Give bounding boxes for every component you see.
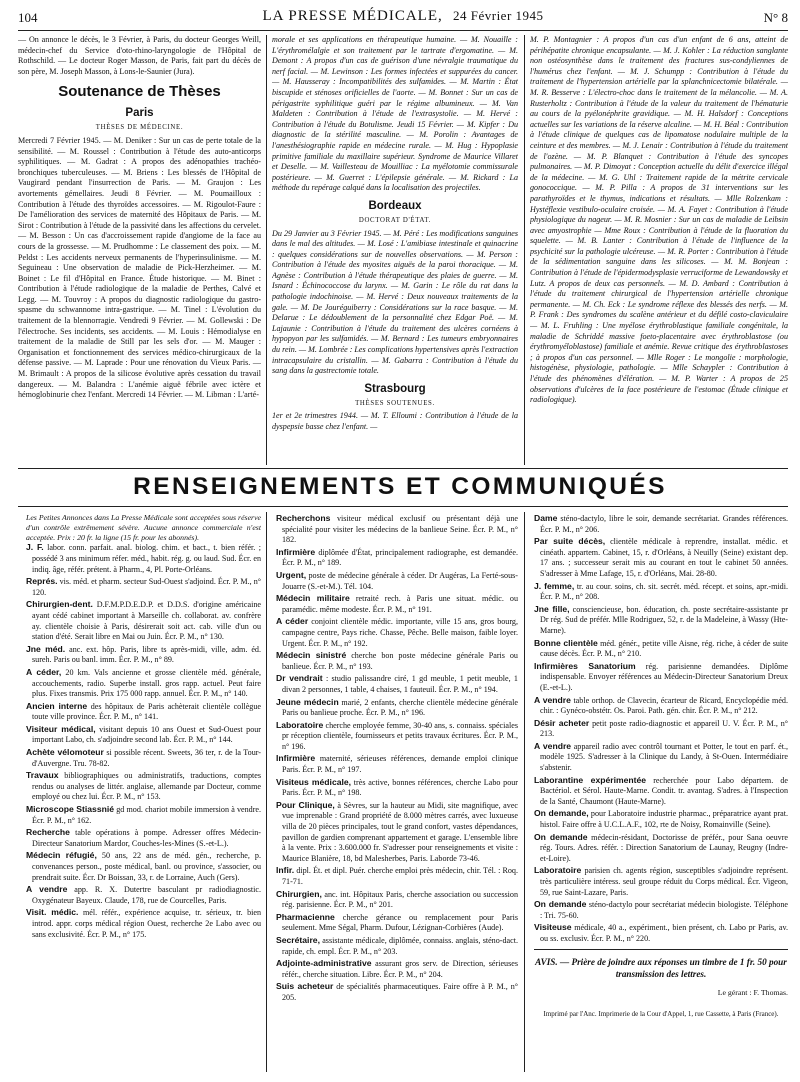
classified-ad-keyword: J. F.: [26, 542, 44, 553]
classified-ad: [534, 741, 788, 774]
classified-ad-text: : studio palissandre ciré, 1 gd meuble, 1 petit meuble, 1 divan 2 personnes, 1 table, 4 chaises, 1 fauteuil. Écr. P. M., n° 194.: [282, 674, 518, 694]
classified-ad-keyword: Urgent,: [276, 569, 307, 580]
classified-ad-text: visiteur médical exclusif ou présentant déjà une spécialité pour visiter les médecins de la banlieue Seine. Écr. P. M., n° 182.: [282, 514, 518, 545]
classified-ad-text: maternité, sérieuses références, demande emploi clinique Paris. Écr. P. M., n° 197.: [282, 754, 518, 775]
classified-ad-keyword: Achète vélomoteur: [26, 747, 104, 758]
classified-ad: [276, 570, 518, 592]
classified-ad-text: cherche bon poste médecine générale Paris ou banlieue. Écr. P. M., n° 193.: [282, 651, 518, 671]
classified-ad-keyword: Désir acheter: [534, 717, 590, 728]
classified-ad: [26, 599, 261, 642]
section-rule: [18, 468, 788, 469]
classified-ad: [276, 889, 518, 911]
printer-line: Imprimé par l'Anc. Imprimerie de la Cour d'Appel, 1, rue Cassette, à Paris (France).: [543, 1010, 779, 1019]
classified-ad: [534, 775, 788, 808]
classified-ad-text: tr. au cour. soins, ch. sit. secrét. méd. récept. et soins, apr.-midi. Écr. P. M., n° 208.: [540, 581, 788, 602]
classified-ad: [276, 673, 518, 695]
classified-ad-keyword: On demande: [534, 899, 587, 910]
ads-list-1: [26, 542, 261, 940]
classified-ad-text: de spécialités pharmaceutiques. Faire offre à P. M., n° 205.: [282, 982, 518, 1002]
classified-ad-keyword: Visiteur médical,: [26, 723, 96, 734]
classified-ad-keyword: Infir.: [276, 865, 295, 876]
classified-ad: [534, 536, 788, 579]
classified-ad-keyword: A céder,: [26, 666, 62, 677]
journal-name: LA PRESSE MÉDICALE,: [262, 8, 443, 24]
classified-ad: [534, 581, 788, 603]
classified-ad-text: assurant gros serv. de Direction, sérieuses référ., cherche situation. Libre. Écr. P. M., n° 204.: [282, 959, 518, 979]
strasbourg-theses-list: 1er et 2e trimestres 1944. — M. T. Elloumi : Contribution à l'étude de la dyspepsie basse chez l'enfant. —: [272, 411, 518, 431]
classified-ad-text: clientèle médicale à reprendre, installat. médic. et cinéath. appartem. Cabinet, 15, r. d'Orléans, à Neuilly (Seine) existant dep. 17 ans. ; successeur serait mis au courant en tout le cabinet 50 années. S'adresser à Mme Lafage, 15, r. d'Orléans, Mai. 28-80.: [540, 537, 788, 578]
classified-ad-text: D.F.M.P.D.E.D.P. et D.D.S. d'origine américaine ayant cédé cabinet important à Marseille ch. collaborat. av. confrère ay. clientèle choisie à Paris, désirerait soit act. cab. ville d'un ou station d'été. Serait libre en Mai ou Juin. Écr. P. M., n° 130.: [32, 600, 261, 642]
classified-ad-keyword: A vendre: [534, 694, 571, 705]
classified-ad-text: gd mod. chariot mobile immersion à vendre. Écr. P. M., n° 162.: [32, 805, 261, 825]
classified-ad-text: des hôpitaux de Paris achèterait clientèle collègue toute ville province. Écr. P. M., n° 141.: [32, 701, 261, 722]
classified-ad: [26, 747, 261, 769]
classified-ad-text: diplômée d'État, principalement radiographe, est demandée. Écr. P. M., n° 189.: [282, 547, 518, 568]
classified-ad-keyword: Bonne clientèle: [534, 637, 598, 648]
classified-ad-text: appareil radio avec contrôl tournant et Potter, le tout en parf. ét., modèle 1925. S'adresser à la Clinique du Landy, à St-Ouen. Intermédiaire s'abstenir.: [540, 741, 788, 773]
classified-ad-text: table orthop. de Clavecin, écarteur de Ricard, Encyclopédie méd. chir. : Gynéco-obstétr. Os. Paroi. Path. gén. chir. Écr. P. M., n° 212.: [540, 695, 788, 716]
classified-ad-keyword: Recherche: [26, 827, 70, 838]
classified-ad: [26, 884, 261, 906]
classified-ad-text: assistante médicale, diplômée, connaiss. anglais, sténo-dact. rapide, ch. empl. Écr. P. M., n° 203.: [282, 935, 518, 956]
classified-ad-keyword: Recherchons: [276, 513, 331, 523]
paris-theses-list: Mercredi 7 Février 1945. — M. Deniker : Sur un cas de perte totale de la sensibilité. — M. Roussel : Contribution à l'étude des auto-anticorps syphilitiques. — M. Gadrat : A propos des adénopathies trachéo-bronchiques tuberculeuses. — M. Briens : Les blessés de l'Hôpital de Vaugirard pendant l'insurrection de Paris. — M. Graujon : Les avortements gémellaires. Jeudi 8 Février. — M. Poumailloux : Contribution à l'étude des thyroïdes accessoires. — M. Rigoulot-Faure : De l'amélioration des services de maternité des Hôpitaux de Paris. — M. Sirot : Contribution à l'étude de la passivité dans les affections du cervelet. — M. Besson : Un cas d'accroissement rapide d'angiome de la face au cours de la grossesse. — M. Prudhomme : Le classement des poix. — M. Peldst : Les accidents nerveux permanents de l'hyperinsulinisme. — M. Seguineau : Une observation de maladie de Pick-Herzheimer. — M. Boinet : Le fil d'Hôpital en France. Étude historique. — M. Binet : Contribution à l'étude radiologique de la maladie de Perthes, Calvé et Legg. — M. Touvroy : A propos du diagnostic radiologique du gastro-spasme du schwannome intra-gastrique. — M. Tinel : L'évolution du traitement de la blennorragie. Vendredi 9 Février. — M. Gollewski : De l'électroche. Ses incidents, ses accidents. — M. Louis : Hémodialyse en traitement de la maladie de Still par les sels d'or. — M. Mauger : Organisation et fonctionnement des services médico-chirurgicaux de la défense passive. — M. Laprade : Pour une rénovation du Vieux Paris. — M. Brimault : A propos de la silicose évolutive après cessation du travail dangereux. — M. Balandra : L'anémie aiguë fébrile avec ictère et hémoglobinurie chez l'enfant. Mercredi 14 Février. — M. Libman : L'arté-: [18, 135, 261, 400]
classified-ad-text: médicale, 40 a., expériment., bien présent, ch. Labo pr Paris, av. ou ss. exclusiv. Écr. P. M., n° 220.: [540, 923, 788, 943]
classified-ad-text: consciencieuse, bon. éducation, ch. poste secrétaire-assistante pr Dr rég. Sud de préfér. Mlle Rodriguez, 52, r. de la Madeleine, à Wassy (Hte-Marne).: [540, 604, 788, 635]
heading-rule: [18, 506, 788, 507]
classified-ad: [26, 542, 261, 575]
classified-ad-text: cherche gérance ou remplacement pour Paris seulement. Mme Ségal, Pharm. Dufour, Lézignan-Corbières (Aude).: [282, 912, 518, 933]
classified-ad-keyword: Laborantine expérimentée: [534, 774, 647, 785]
classified-ad-keyword: A vendre: [26, 884, 68, 895]
classified-ad-text: 50 ans, 22 ans de méd. gén., recherche, p. convenances person., poste médical, banl. ou province, s'associer, ou prendrait suite. Écr. Dr Boissan, 33, r. de Lorraine, Auch (Gers).: [32, 851, 261, 882]
classified-ad: [276, 616, 518, 649]
classified-ad: [534, 865, 788, 898]
classified-ad-text: mél. référ., expérience acquise, tr. sérieux, tr. bien introd. appr. corps médical région Ouest, recherche 2e Labo avec ou sans exclusivité. Écr. P. M., n° 175.: [32, 908, 261, 939]
issue-date: 24 Février 1945: [452, 8, 544, 23]
paris-subheading: THÈSES DE MÉDECINE.: [95, 124, 184, 132]
bordeaux-heading: Bordeaux: [368, 199, 422, 212]
classified-ad-text: marié, 2 enfants, cherche clientèle médecine générale Paris ou banlieue proche. Écr. P. M., n° 196.: [282, 697, 518, 718]
classified-ad: [26, 644, 261, 666]
classified-ad: [276, 981, 518, 1003]
classified-ad-keyword: A céder: [276, 616, 309, 627]
ads-column-3: [534, 513, 788, 1073]
classified-ad-text: anc. ext. hôp. Paris, libre ts après-midi, ville, adm. éd. sureh. Paris ou banl. imm. Écr. P. M., n° 89.: [32, 644, 261, 665]
classified-ad: [276, 958, 518, 980]
classified-ad-text: sténo-dactylo, libre le soir, demande secrétariat. Grandes références. Écr. P. M., n° 206.: [540, 514, 788, 534]
classified-ad: [534, 513, 788, 535]
classified-ad-text: poste de médecine générale à céder. Dr Augéras, La Ferté-sous-Jouarre (S.-et-M.). Tél. 104.: [282, 570, 518, 591]
theses-heading: Soutenance de Thèses: [58, 83, 221, 101]
classified-ad: [276, 935, 518, 957]
classified-ad-keyword: Infirmière: [276, 753, 316, 764]
classified-ad: [276, 650, 518, 672]
column-divider-3: [266, 512, 267, 1072]
classified-ad-text: petit poste radio-diagnostic et appareil U. V. Écr. P. M., n° 213.: [540, 718, 788, 739]
classified-ad-text: très active, bonnes références, cherche Labo pour Paris. Écr. P. M., n° 198.: [282, 777, 518, 798]
classified-ad-keyword: Pour Clinique,: [276, 799, 335, 810]
classified-ad-keyword: Jne fille,: [534, 603, 570, 614]
classified-ad: [276, 912, 518, 934]
classified-ad-text: rég. parisienne demandées. Diplôme indispensable. Envoyer références au Médecin-Directeur Sanatorium Dreux (E.-et-L.).: [540, 661, 788, 692]
classified-ad-keyword: Dr vendrait: [276, 673, 323, 684]
classified-ad: [534, 808, 788, 830]
classified-ad-keyword: Médecin réfugié,: [26, 850, 97, 861]
classified-ad-text: parisien ch. agents région, susceptibles s'adjoindre représent. très particulière intéress. seul groupe réduit du Corps médical. Écr. Vigeon, 59, rue Saint-Lazare, Paris.: [540, 866, 788, 897]
classified-ad-text: méd. génér., petite ville Aisne, rég. riche, à céder de suite cause décès. Écr. P. M., n° 210.: [540, 638, 788, 659]
classified-ad-keyword: Visit. médic.: [26, 907, 79, 918]
classified-ad-keyword: Travaux: [26, 770, 59, 781]
classified-ad: [26, 701, 261, 723]
column-divider-4: [524, 512, 525, 1072]
ads-policy-note: Les Petites Annonces dans La Presse Médicale sont acceptées sous réserve d'un contrôle extrêmement sévère. Aucune annonce commerciale n'est acceptée. Prix : 20 fr. la ligne (15 fr. pour les abonnés).: [26, 513, 261, 542]
classified-ad-keyword: Pharmacienne: [276, 911, 335, 922]
classified-ad-text: à Sèvres, sur la hauteur au Midi, site magnifique, avec vue imprenable : Grand propriété de 8.000 mètres carrés, avec luxueuse villa de 20 pièces principales, tout le grand confort, vastes dépendances, pavillon de gardien comprenant appartement et garage. L'ensemble libre à la vente. Prix : 3.600.000 fr. S'adresser pour renseignements et visite : Maurice Blanière, 18, bd Malesherbes, Paris. Laborde 73-46.: [282, 800, 518, 863]
bordeaux-theses-list: Du 29 Janvier au 3 Février 1945. — M. Péré : Les modifications sanguines dans le mal des altitudes. — M. Losé : L'amibiase intestinale et quinacrine : quelques considérations sur de nouvelles observations. — M. Person : Contribution à l'étude des myosites aiguës de la paroi thoracique. — M. Agnèse : Contribution à l'étude thérapeutique des plaies de guerre. — M. Isnard : Échinococcose du larynx. — M. Garin : Le rôle du rat dans la pathologie indochinoise. — M. Hervé : Deux nouveaux traitements de la gale. — M. De Jouréguiberry : Considérations sur la race basque. — M. Delarue : Le dédoublement de la personnalité chez Edgar Poë. — M. Lajaunie : Contribution à l'étude du traitement des ulcères cornéens à hypopyon par les sulfamidés. — M. Bernard : Les tumeurs embryonnaires du rein. — M. Lombrée : Les complications hypertensives après l'extraction intracapsulaire du cristallin. — M. Gabarra : Contribution à l'étude du sang dans la gastrectomie totale.: [272, 228, 518, 376]
avis-rule: [534, 949, 788, 950]
classified-ad-text: médecin-résidant, Doctorisse de préfér., pour Sana oeuvre rég. Tours. Adres. référ. : Direction Sanatorium de Launay, Reugny (Indre-et-Loire).: [540, 832, 788, 863]
classified-ad: [534, 899, 788, 921]
classified-ad-text: table opérations à pompe. Adresser offres Médecin-Directeur Sanatorium Mardor, Couches-les-Mines (S.-et-L.).: [32, 828, 261, 848]
ads-list-2: [276, 513, 518, 1004]
classified-ad: [534, 695, 788, 717]
strasbourg-heading: Strasbourg: [364, 382, 426, 395]
classified-ad-text: pour Laboratoire industrie pharmac., préparatrice ayant prat. histol. Faire offre à U.C.L.A.F., 102, rte de Noisy, Romainville (Seine).: [540, 809, 788, 830]
classified-ad: [276, 547, 518, 569]
classified-ad-text: bibliographiques ou administratifs, traductions, comptes rendus ou analyses de littér. anglaise, allemande par Docteur, comme employé ou chez lui. Écr. P. M., n° 153.: [32, 771, 261, 802]
classified-ad-text: dipl. Ét. et dipl. Puér. cherche emploi près médecin, chir. Tél. : Roq. 71-71.: [282, 866, 518, 886]
classified-ad: [26, 850, 261, 883]
upper-column-3: [530, 35, 788, 467]
classified-ad-text: conjoint clientèle médic. importante, ville 15 ans, gros bourg, campagne centre, Pays riche. Chasse, Pêche. Belle maison, faible loyer. Urgent. Écr. P. M., n° 192.: [282, 617, 518, 648]
classified-ad-keyword: Médecin sinistré: [276, 650, 347, 661]
avis-notice: AVIS. — Prière de joindre aux réponses un timbre de 1 fr. 50 pour transmission des lettres.: [535, 956, 787, 979]
classified-ad-keyword: Chirurgien,: [276, 888, 322, 899]
classified-ad: [534, 604, 788, 637]
journal-title: [18, 8, 788, 25]
classified-ad-keyword: Jeune médecin: [276, 696, 339, 707]
classified-ad-keyword: Adjointe-administrative: [276, 958, 372, 969]
classified-ad-text: visitant depuis 10 ans Ouest et Sud-Ouest pour important Labo, ch. s'adjoindre second lab. Écr. P. M., n° 144.: [32, 724, 261, 745]
classified-ad-keyword: Par suite décès,: [534, 536, 606, 547]
ads-column-2: [276, 513, 518, 1073]
page-header: [18, 8, 788, 32]
header-rule: [18, 30, 788, 31]
classified-ad: [276, 777, 518, 799]
classified-ad: [276, 800, 518, 865]
classified-ad-keyword: A vendre: [534, 740, 572, 751]
classified-ad-text: labor. conn. parfait. anal. biolog. chim. et bact., t. bien référ. ; possédé 3 ans minimum réfer. méd., habit. rég. g. ou laud. Sud. Écr. en indiq. âge, référ. prétent. à Pharm., 4, Pl. Porte-Orléans.: [32, 543, 261, 574]
classified-ad-keyword: Jne méd.: [26, 643, 66, 654]
classified-ad-text: si possible récent. Sweets, 36 ter, r. de la Tour-d'Auvergne. Tru. 78-82.: [32, 748, 261, 768]
classified-ad: [26, 667, 261, 700]
classified-ad-keyword: Infirmière: [276, 546, 316, 557]
classified-ad-text: app. R. X. Dutertre basculant pr radiodiagnostic. Oxygénateur Bayeux. Claude, 178, rue de Courcelles, Paris.: [32, 885, 261, 905]
upper-column-1: [18, 35, 261, 467]
strasbourg-subheading: THÈSES SOUTENUES.: [355, 399, 435, 407]
classified-ad-text: sténo-dactylo pour secrétariat médecin biologiste. Téléphone : Tri. 75-60.: [540, 900, 788, 920]
classified-ad-keyword: Secrétaire,: [276, 934, 320, 945]
classified-ad-text: 20 km. Vals ancienne et grosse clientèle méd. générale, accouchements, radio. Superbe install. gros rapp. actuel. Peut faire plus. Fixes transmis. Prix 175 000 rapp. annuel. Écr. P. M., n° 140.: [32, 667, 261, 699]
classified-ad-text: cherche employée femme, 30-40 ans, s. connaiss. spéciales pr réception clientèle, fournisseurs et petits travaux écritures. Écr. P. M., n° 196.: [282, 720, 518, 751]
classified-ad: [26, 827, 261, 849]
bordeaux-subheading: DOCTORAT D'ÉTAT.: [358, 216, 432, 224]
classified-ad-keyword: Ancien interne: [26, 700, 88, 711]
classified-ad: [26, 770, 261, 803]
ads-column-1: [26, 513, 261, 1073]
strasbourg-theses-continued: M. P. Montagnier : A propos d'un cas d'un enfant de 6 ans, atteint de périhépatite chronique encapsulante. — M. J. Kohler : La réduction sanglante non ostéosynthèse dans le traitement des fractures sus-condyliennes de l'humérus chez l'enfant. — M. J. Schumpp : Contribution à l'étude du traitement de l'hypertension artérielle par la splanchnicectomie bilatérale. — M. R. Besserve : L'électro-choc dans le traitement de la mélancolie. — M. A. Rusterholtz : Contribution à l'étude de la valeur du traitement de l'hématurie au cours de la pyélonéphrite gravidique. — M. H. Halsdorf : Conceptions actuelles sur les variations de la réserve alcaline. — M. H. Béal : Contribution à l'étude clinique de quelques cas de lipomatose nodulaire multiple de la ceinture et des membres. — M. J. Lenair : Contribution à l'étude du traitement de l'ozène. — M. P. Blanquet : Contribution à l'étude des syncopes pulmonaires. — M. P. Dimoyat : Conception actuelle du délit d'exercice illégal de la médecine. — M. G. Uhl : Traitement rapide de la métrite cervicale gonococcique. — M. P. Pilla : A propos de 31 interventions sur les parathyroïdes et le thymus, indications et résultats. — Mlle Rolzenkam : Hystéflexie vestibulo-oculaire croisée. — M. A. Fayet : Contribution à l'étude physiologique du nageur. — M. R. Mosnier : Sur un cas de maladie de Leibsin avec amyostrophie — Mme Roux : Contribution à l'étude de la fluoration du squelette. — M. B. Lanter : Contribution à l'étude de l'influence de la psychicité sur la pathologie ulcéreuse. — M. R. Porter : Contribution à l'étude de la sédimentation sanguine dans les silicoses. — M. M. Bonjean : Contribution à l'étude de l'épidermodysplasie verruciforme de Lewandowsky et Lutz. A propos de deux cas personnels. — M. D. Ambard : Contribution à l'étude du traitement chirurgical de l'hypertension artérielle chronique permanente. — M. Ch. Eck : Le syndrome réflexe des blessés des nerfs. — M. P. Frank : Des syndromes du scalène antérieur et du défilé costo-claviculaire — M. L. Fruhling : Une myélose érythroblastique familiale congénitale, la maladie de Schriddé massive foeto-placentaire avec érythroblastose (ou érythromyéloblastose) familiale et anémie. Revue critique des érythroblastoses ; à propos d'un cas personnel. — Mlle Roger : Le mongolie : morphologie, histogénèse, physiologie, pathologie. — Mlle Schaypler : Contribution à l'étude des phénomènes d'élération. — M. P. Warter : A propos de 25 observations d'ulcères de la face postérieure de l'estomac (Étude clinique et radiologique).: [530, 35, 788, 405]
classified-ad-keyword: Microscope Stiassnié: [26, 804, 115, 815]
classified-ad-text: recherchée pour Labo départem. de Bactériol. et Sérol. Haute-Marne. Condit. tr. avantag. S'adres. à l'Inspection de la Santé, Chaumont (Haute-Marne).: [540, 775, 788, 806]
classified-ad-keyword: Laboratoire: [534, 865, 582, 876]
classified-ad: [534, 922, 788, 944]
classified-ad-keyword: Médecin militaire: [276, 593, 350, 604]
column-divider-1: [266, 35, 267, 465]
classified-ad-text: retraité rech. à Paris une situat. médic. ou paramédic. même modeste. Écr. P. M., n° 191.: [282, 594, 518, 614]
classified-ad: [534, 718, 788, 740]
classified-ad-keyword: On demande: [534, 831, 588, 842]
classified-ad-text: vis. méd. et pharm. secteur Sud-Ouest s'adjoind. Écr. P. M., n° 120.: [32, 577, 261, 597]
classified-ad: [26, 576, 261, 598]
paris-theses-continued: morale et ses applications en thérapeutique humaine. — M. Nouaille : L'érythromélalgie et son traitement par le tartrate d'ergomatine. — M. Demont : A propos d'un cas de guérison d'une névralgie traumatique du nerf facial. — M. Lewinson : Les formes infectées et suppurées du cancer. — M. Hausseray : Incompatibilités des sulfamides. — M. Martin : État biscupide et sténoses orificielles de l'aorte. — M. Bonnet : Sur un cas de périgastrite syphilitique guéri par le régime albumineux. — M. Van Maldeten : Contribution à l'étude de l'extrasystolie. — M. Hervé : Contribution à l'étude du Botulisme. Jeudi 15 Février. — M. Kipfer : Du diagnostic de la stérilité masculine. — M. Porolin : Avantages de l'anesthésiographie rapide en médecine rurale. — M. Hug : Hypoplasie primitive familiale du maxillaire supérieur. Syndrome de Maurice Villaret et Deselle. — M. Vaillesteau de Mouilliac : La myélotomie commissurale postérieure. — M. Guerret : L'épilepsie générale. — M. Rickard : La méthode du repérage calqué dans la localisation des projectiles.: [272, 35, 518, 193]
classified-ad-keyword: Dame: [534, 513, 558, 523]
page-number: 104: [18, 10, 38, 25]
classified-ad: [276, 753, 518, 775]
classified-ad: [534, 638, 788, 660]
classified-ad-keyword: Laboratoire: [276, 719, 324, 730]
classified-ad: [26, 724, 261, 746]
classified-ad: [276, 865, 518, 887]
classified-ad-keyword: Infirmières Sanatorium: [534, 660, 636, 671]
classified-ad: [276, 720, 518, 753]
classified-ad-keyword: Suis acheteur: [276, 981, 334, 992]
classified-ad-keyword: On demande,: [534, 808, 589, 819]
classified-ad: [276, 513, 518, 546]
classified-ad: [26, 907, 261, 940]
classified-ad-text: anc. int. Hôpitaux Paris, cherche association ou succession rég. parisienne. Écr. P. M., n° 201.: [282, 889, 518, 910]
classified-ad-keyword: Chirurgien-dent.: [26, 599, 93, 610]
classified-ad-keyword: Visiteus médicale,: [276, 776, 352, 787]
classified-ad-keyword: J. femme,: [534, 580, 575, 591]
classified-ad: [26, 804, 261, 826]
classified-ad: [276, 593, 518, 615]
classified-ad-keyword: Visiteuse: [534, 922, 572, 933]
upper-column-2: [272, 35, 518, 467]
column-divider-2: [524, 35, 525, 465]
classified-ad-keyword: Représ.: [26, 576, 58, 587]
paris-heading: Paris: [125, 107, 154, 120]
gerant-line: Le gérant : F. Thomas.: [717, 987, 788, 997]
renseignements-heading: RENSEIGNEMENTS ET COMMUNIQUÉS: [133, 473, 667, 500]
issue-number: N° 8: [763, 10, 788, 25]
ads-list-3: [534, 513, 788, 945]
classified-ad: [276, 697, 518, 719]
classified-ad: [534, 832, 788, 865]
classified-ad: [534, 661, 788, 694]
obituary-notice: — On annonce le décès, le 3 Février, à Paris, du docteur Georges Weill, médecin-chef du Service d'oto-rhino-laryngologie de l'Hôpital de Rothschild. — Le docteur Roger Masson, de Paris, fait part du décès de son père, M. Joseph Masson, à Lons-le-Saunier (Jura).: [18, 35, 261, 76]
